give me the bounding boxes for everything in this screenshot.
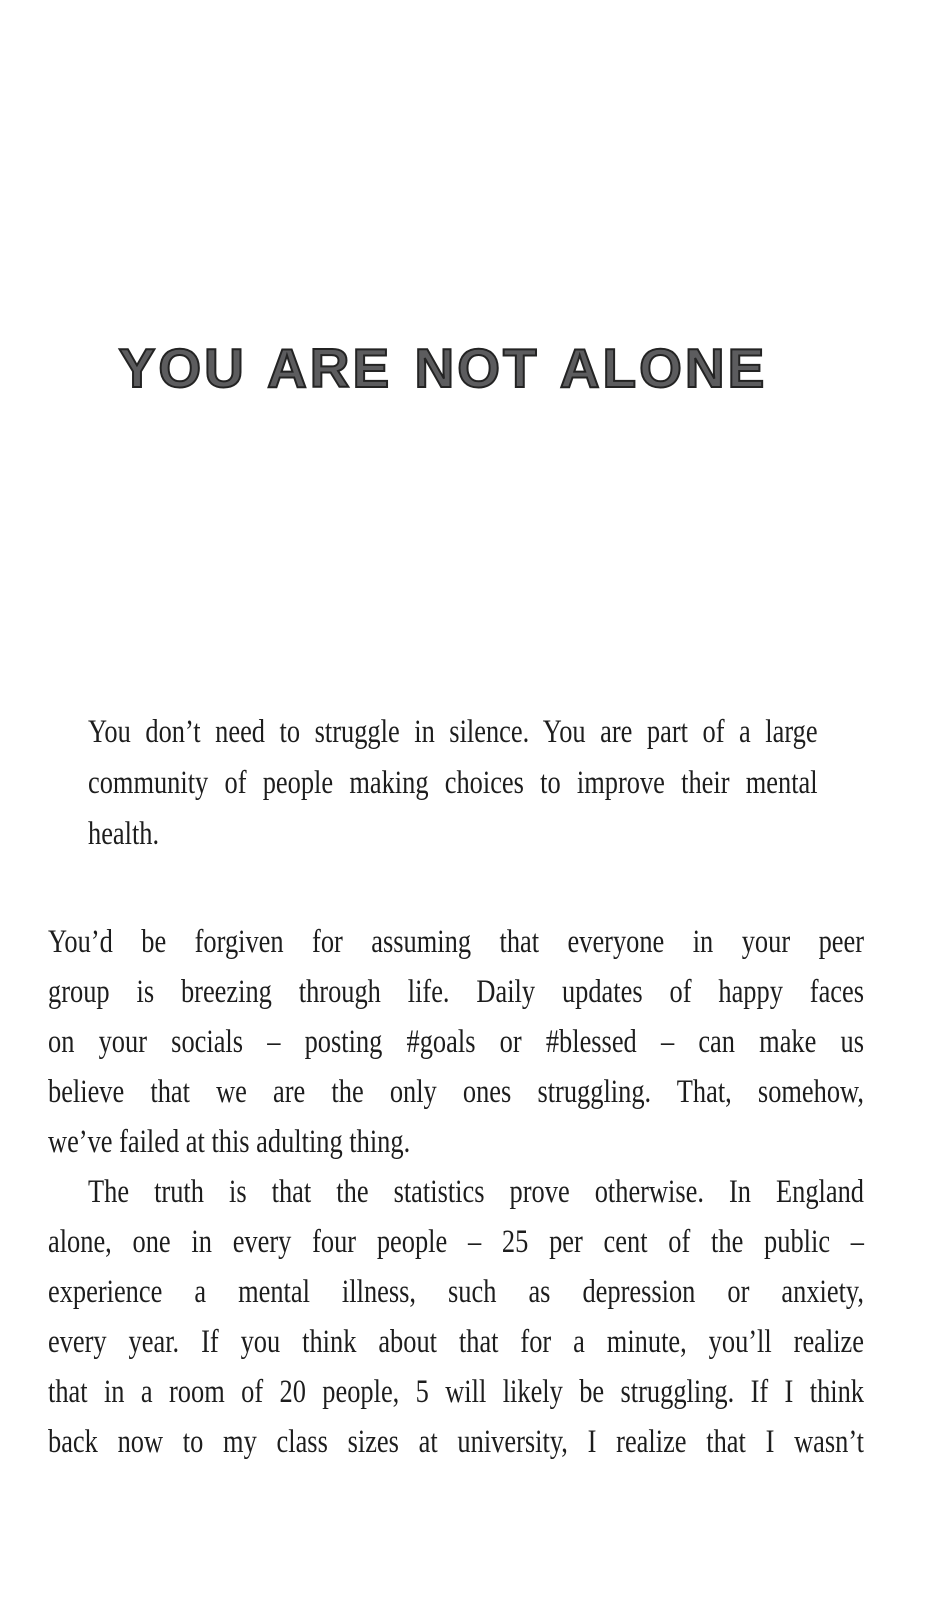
text-line: The truth is that the statistics prove otherwise. In England (88, 1174, 864, 1210)
text-line: group is breezing through life. Daily updates of happy faces (48, 974, 864, 1010)
text-line: alone, one in every four people – 25 per cent of the public – (48, 1224, 864, 1260)
text-line: we’ve failed at this adulting thing. (48, 1124, 411, 1160)
text-line: on your socials – posting #goals or #blessed – can make us (48, 1024, 864, 1060)
chapter-title: YOU ARE NOT ALONE (118, 337, 768, 399)
text-line: believe that we are the only ones struggling. That, somehow, (48, 1074, 864, 1110)
paragraph-1 (48, 917, 864, 1167)
text-line: every year. If you think about that for a minute, you’ll realize (48, 1324, 864, 1360)
text-line: experience a mental illness, such as depression or anxiety, (48, 1274, 864, 1310)
standfirst-line: You don’t need to struggle in silence. You are part of a large (88, 714, 818, 750)
standfirst (88, 707, 818, 860)
text-line: that in a room of 20 people, 5 will likely be struggling. If I think (48, 1374, 864, 1410)
standfirst-line: community of people making choices to improve their mental (88, 765, 818, 801)
paragraph-2 (48, 1167, 864, 1467)
text-line: back now to my class sizes at university, I realize that I wasn’t (48, 1424, 864, 1460)
body-text (48, 917, 864, 1467)
standfirst-line: health. (88, 816, 160, 852)
text-line: You’d be forgiven for assuming that everyone in your peer (48, 924, 864, 960)
